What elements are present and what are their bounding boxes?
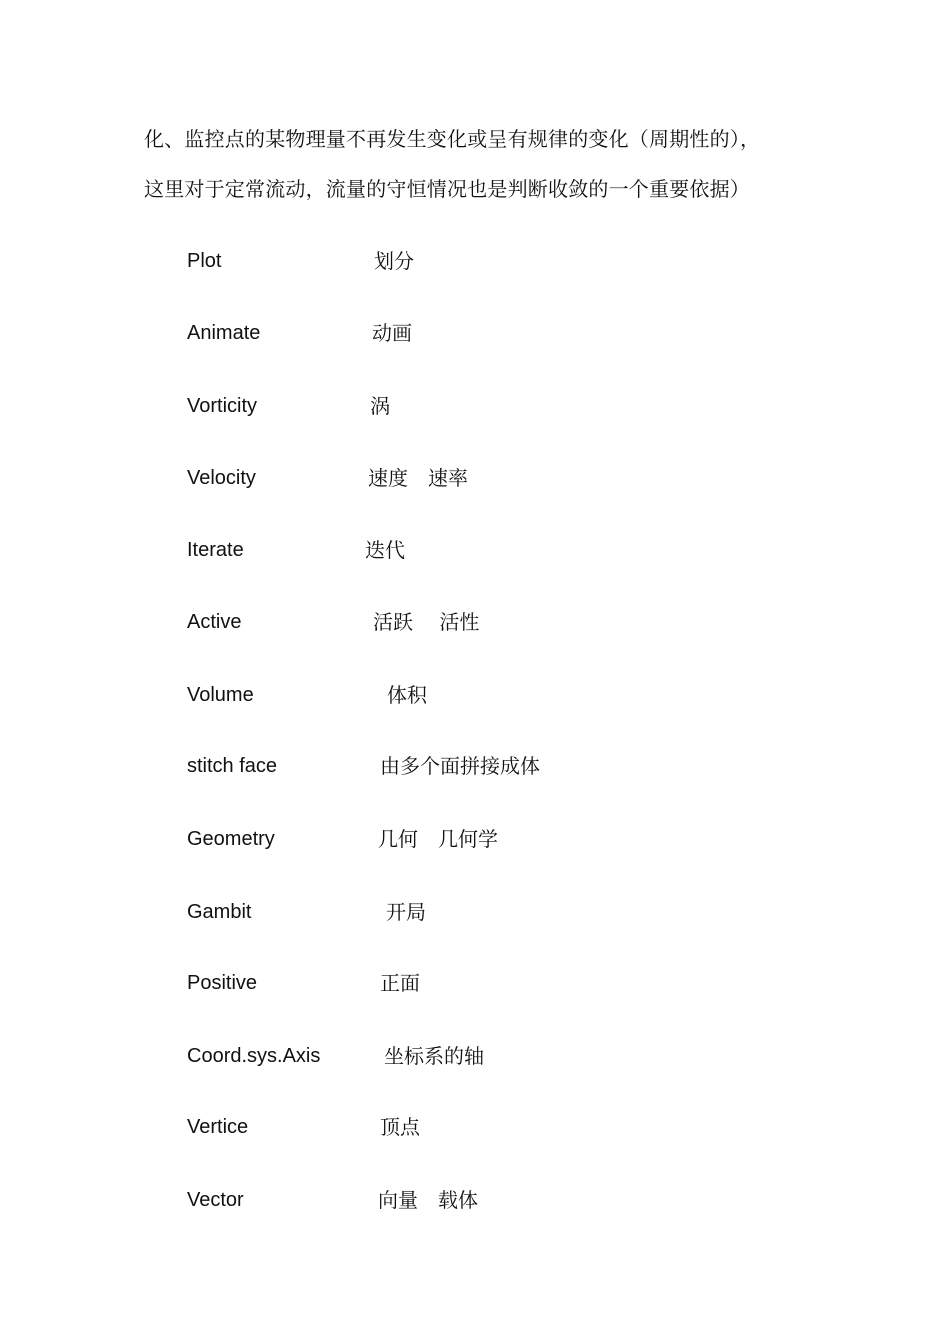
term-chinese: 体积 bbox=[387, 683, 427, 707]
glossary-row bbox=[0, 897, 950, 927]
term-chinese: 划分 bbox=[374, 249, 414, 273]
term-chinese: 迭代 bbox=[365, 538, 405, 562]
term-english: Plot bbox=[187, 250, 222, 272]
term-english: Velocity bbox=[187, 467, 256, 489]
glossary-row bbox=[0, 318, 950, 348]
term-english: Active bbox=[187, 611, 242, 633]
term-chinese: 几何 几何学 bbox=[378, 827, 498, 851]
term-chinese: 顶点 bbox=[380, 1115, 420, 1139]
term-english: Geometry bbox=[187, 828, 275, 850]
glossary-row bbox=[0, 1112, 950, 1142]
term-chinese: 向量 载体 bbox=[378, 1188, 478, 1212]
term-english: Vector bbox=[187, 1189, 244, 1211]
term-chinese: 动画 bbox=[372, 321, 412, 345]
term-chinese: 坐标系的轴 bbox=[384, 1044, 484, 1068]
term-english: Vorticity bbox=[187, 395, 258, 417]
term-chinese: 开局 bbox=[386, 900, 426, 924]
term-chinese: 涡 bbox=[370, 394, 390, 418]
term-chinese: 速度 速率 bbox=[368, 466, 468, 490]
term-chinese: 正面 bbox=[380, 971, 420, 995]
term-english: Animate bbox=[187, 322, 261, 344]
glossary-row bbox=[0, 968, 950, 998]
paragraph-line-1: 化、监控点的某物理量不再发生变化或呈有规律的变化（周期性的）， bbox=[144, 127, 761, 151]
glossary-row bbox=[0, 680, 950, 710]
term-english: Vertice bbox=[187, 1116, 249, 1138]
term-english: Iterate bbox=[187, 539, 244, 561]
term-chinese: 活跃 活性 bbox=[373, 610, 480, 634]
glossary-row bbox=[0, 824, 950, 854]
term-english: Gambit bbox=[187, 901, 252, 923]
glossary-row bbox=[0, 1185, 950, 1215]
glossary-row bbox=[0, 607, 950, 637]
term-english: Coord.sys.Axis bbox=[187, 1045, 321, 1067]
glossary-row bbox=[0, 535, 950, 565]
glossary-row bbox=[0, 391, 950, 421]
paragraph-line-2: 这里对于定常流动，流量的守恒情况也是判断收敛的一个重要依据） bbox=[144, 177, 750, 201]
term-english: Volume bbox=[187, 684, 254, 706]
term-english: stitch face bbox=[187, 755, 278, 777]
term-chinese: 由多个面拼接成体 bbox=[380, 754, 540, 778]
glossary-row bbox=[0, 463, 950, 493]
glossary-row bbox=[0, 1041, 950, 1071]
term-english: Positive bbox=[187, 972, 258, 994]
glossary-row bbox=[0, 246, 950, 276]
glossary-row bbox=[0, 751, 950, 781]
